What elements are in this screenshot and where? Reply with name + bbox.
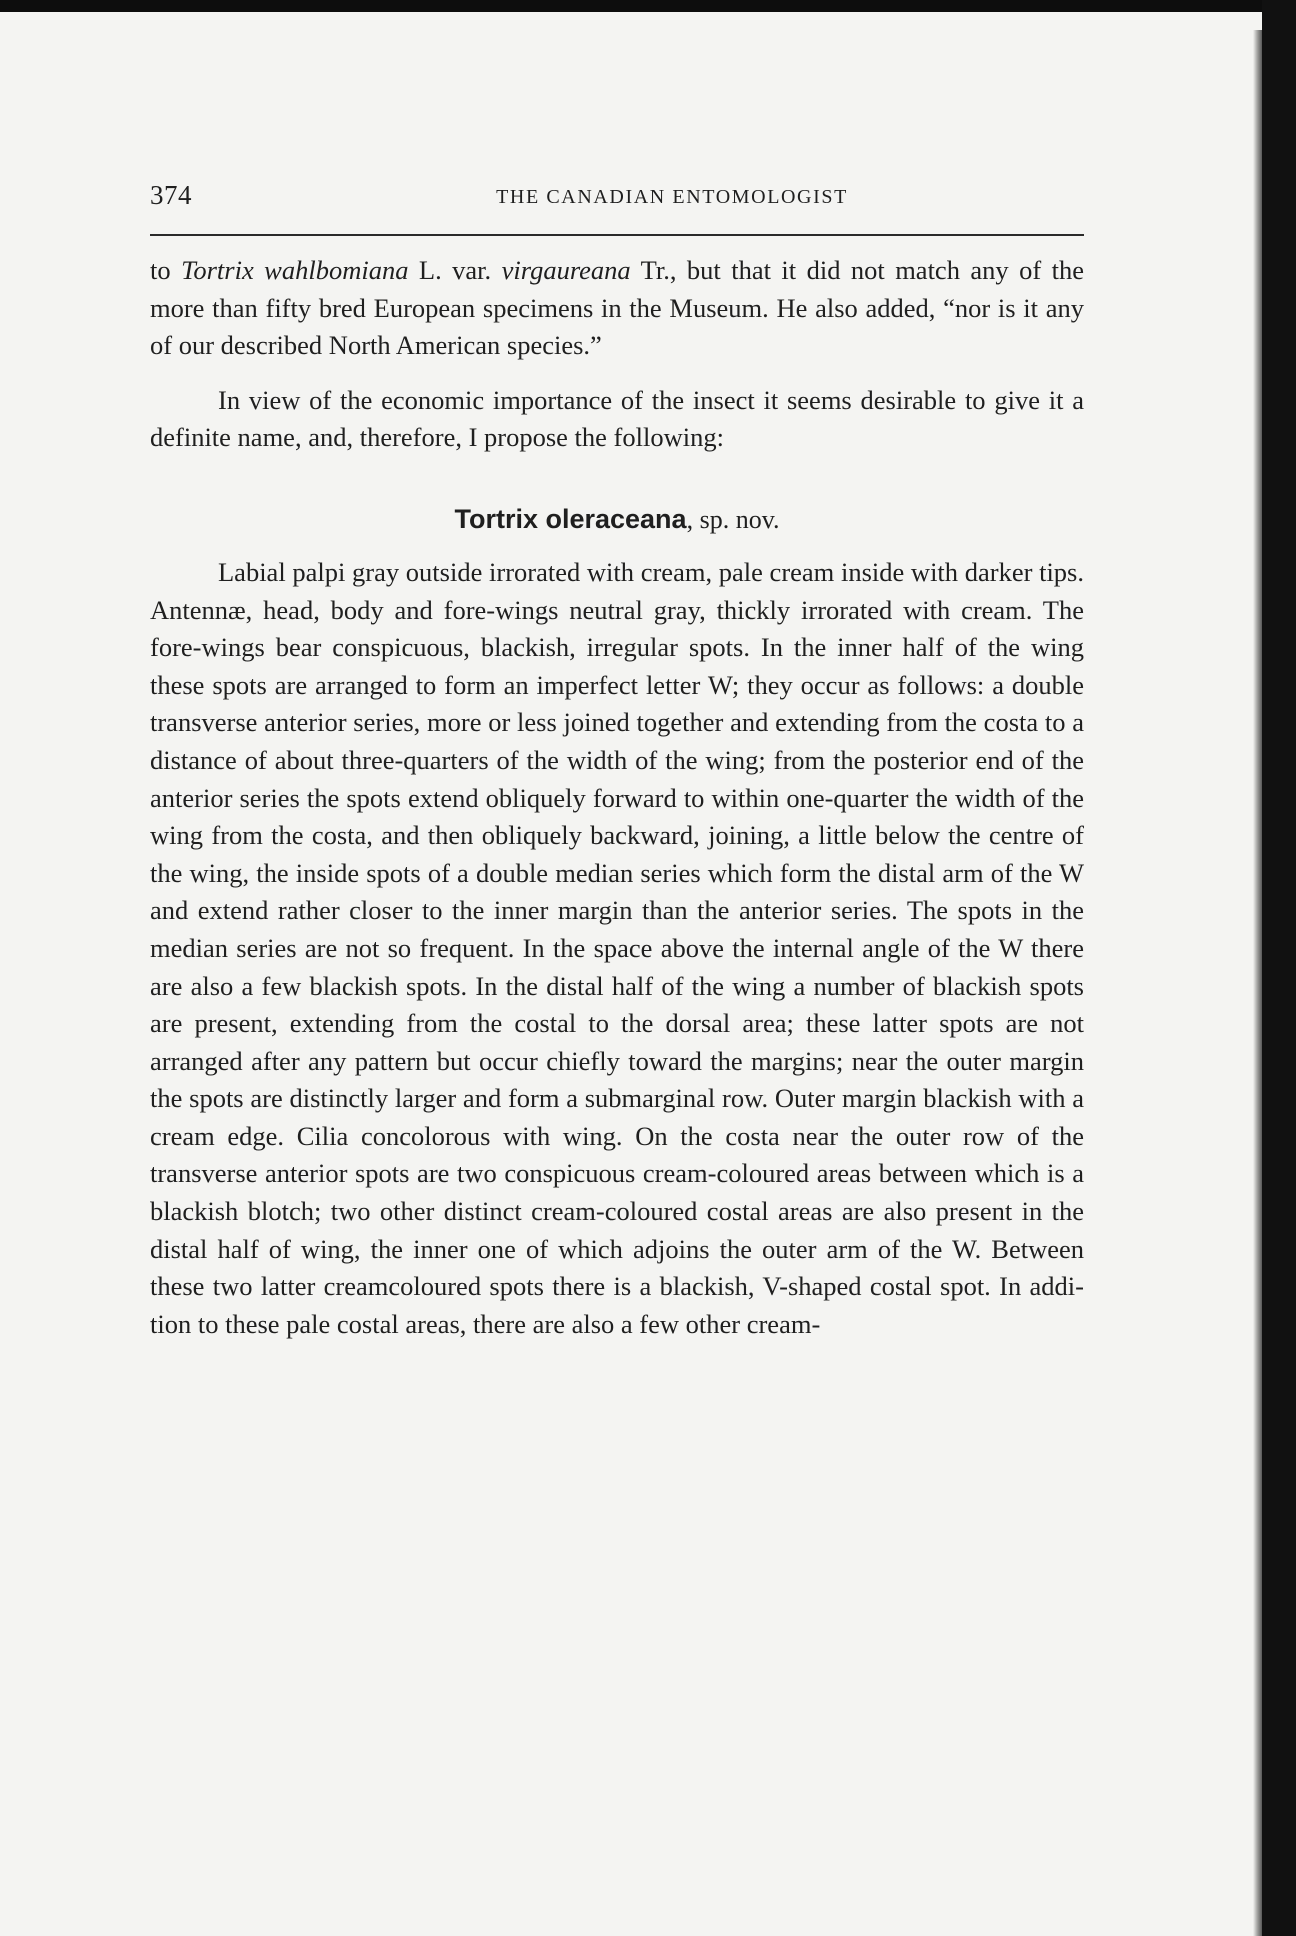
article-body	[150, 252, 1084, 1343]
intro-text-rest: Tr., but that it did not match any of the more than fifty bred European specimens in the Museum. He also added, “nor is it any of our described North American species.”	[150, 255, 1084, 361]
scan-background	[1262, 0, 1296, 1936]
species-heading	[150, 499, 1084, 540]
running-header	[150, 180, 1084, 220]
proposal-paragraph: In view of the economic importance of the insect it seems desirable to give it a definite name, and, therefore, I propose the following:	[150, 384, 1084, 453]
intro-text-var: L. var.	[408, 255, 502, 285]
species-reference-italic: Tortrix wahlbomiana	[181, 255, 409, 285]
header-rule	[150, 234, 1084, 236]
journal-title: THE CANADIAN ENTOMOLOGIST	[496, 186, 848, 208]
intro-paragraph	[150, 252, 1084, 365]
intro-text-start: to	[150, 255, 182, 285]
species-name: Tortrix oleraceana	[454, 503, 687, 534]
species-suffix: , sp. nov.	[686, 504, 780, 534]
variety-reference-italic: virgaureana	[501, 255, 631, 285]
description-paragraph: Labial palpi gray outside irrorated with cream, pale cream inside with darker tips. Antennæ, head, body and fore-wings neutral gray, thickly irrorated with cream. The fore-wings bear conspicuous, blackish, irregular spots. In the inner half of the wing these spots are arranged to form an imperfect letter W; they occur as follows: a double transverse anterior series, more or less joined together and extending from the costa to a distance of about three-quarters of the width of the wing; from the posterior end of the anterior series the spots extend obliquely forward to within one-quarter the width of the wing from the costa, and then obliquely backward, joining, a little below the centre of the wing, the inside spots of a double median series which form the distal arm of the W and extend rather closer to the inner margin than the anterior series. The spots in the median series are not so frequent. In the space above the internal angle of the W there are also a few blackish spots. In the distal half of the wing a number of blackish spots are present, extending from the costal to the dorsal area; these latter spots are not arranged after any pattern but occur chiefly toward the margins; near the outer margin the spots are distinctly larger and form a submarginal row. Outer margin blackish with a cream edge. Cilia concolorous with wing. On the costa near the outer row of the transverse anterior spots are two conspicuous cream-coloured areas between which is a blackish blotch; two other distinct cream-coloured costal areas are also present in the distal half of wing, the inner one of which adjoins the outer arm of the W. Between these two latter creamcoloured spots there is a blackish, V-shaped costal spot. In addition to these pale costal areas, there are also a few other cream-	[150, 556, 1084, 1339]
page-number: 374	[150, 180, 192, 210]
